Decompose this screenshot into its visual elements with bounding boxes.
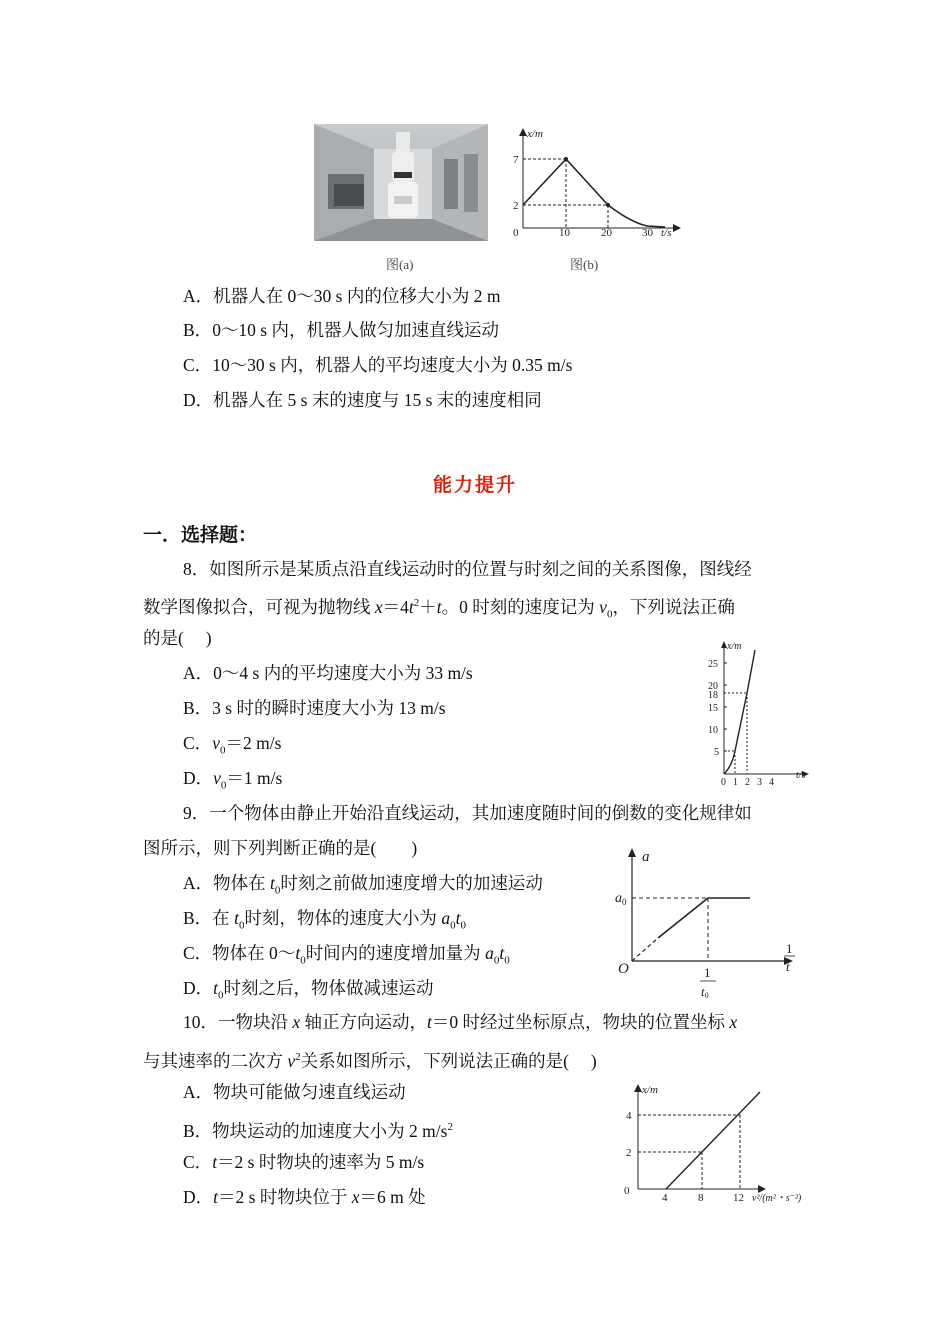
fig-b-x-tick-20: 20	[601, 227, 612, 239]
figure-b-caption: 图(b)	[570, 257, 599, 272]
q8-x-tick-0: 0	[721, 777, 726, 788]
q8-option-c: C．$v_0=2$ m/s	[183, 733, 282, 757]
q10-x-tick-12: 12	[733, 1192, 744, 1204]
q7-option-b: B．0～10 s 内，机器人做匀加速直线运动	[183, 320, 499, 340]
q9-option-b: B．在 $t_0$时刻，物体的速度大小为 $a_0t_0$	[183, 908, 466, 932]
q8-graph-y-label: x/m	[727, 641, 742, 652]
q10-option-d: D．t＝2 s 时物块位于 x＝6 m 处	[183, 1187, 426, 1207]
q9-graph-a0: $a_0$	[615, 891, 627, 907]
q8-x-tick-2: 2	[745, 777, 750, 788]
q10-option-b: B．物块运动的加速度大小为 2 $m/s^2$	[183, 1120, 453, 1141]
q7-option-a: A．机器人在 0～30 s 内的位移大小为 2 m	[183, 286, 501, 306]
q8-graph-x-label: t/s	[796, 770, 806, 781]
q8-y-tick-18: 18	[708, 690, 718, 701]
fig-b-x-label: t/s	[661, 227, 672, 239]
q9-stem-line2: 图所示，则下列判断正确的是( )	[143, 838, 418, 858]
fig-b-x-tick-10: 10	[559, 227, 570, 239]
section-title: 能力提升	[432, 474, 517, 496]
q7-option-d: D．机器人在 5 s 末的速度与 15 s 末的速度相同	[183, 390, 542, 410]
figure-a-caption: 图(a)	[386, 257, 414, 272]
q9-graph-origin: O	[618, 961, 629, 977]
q9-x-label-den: t	[786, 959, 790, 974]
q9-graph	[612, 845, 807, 1003]
q9-option-a: A．物体在 $t_0$时刻之前做加速度增大的加速运动	[183, 873, 543, 897]
robot-photo	[314, 124, 488, 241]
q8-option-b: B．3 s 时的瞬时速度大小为 13 m/s	[183, 698, 446, 718]
q10-option-a: A．物块可能做匀速直线运动	[183, 1082, 406, 1102]
fig-b-y-tick-2: 2	[513, 200, 519, 212]
q10-x-tick-8: 8	[698, 1192, 704, 1204]
q10-graph	[618, 1082, 818, 1206]
q9-tick-den: t0	[701, 984, 709, 1000]
q9-graph-y-label: a	[642, 849, 650, 865]
q7-option-c: C．10～30 s 内，机器人的平均速度大小为 0.35 m/s	[183, 355, 573, 375]
q10-x-tick-4: 4	[662, 1192, 668, 1204]
q8-graph	[700, 638, 820, 788]
q8-x-tick-1: 1	[733, 777, 738, 788]
figure-b-graph	[505, 124, 685, 246]
q8-stem-line2: 数学图像拟合，可视为抛物线 $x=4t^2+t$。0 时刻的速度记为 $v_0$，下列说法正确	[143, 596, 735, 621]
q9-option-c: C．物体在 $0\sim t_0$时间内的速度增加量为 $a_0t_0$	[183, 943, 510, 967]
q8-x-tick-3: 3	[757, 777, 762, 788]
q10-stem-line2: 与其速率的二次方 $v^2$关系如图所示，下列说法正确的是( )	[143, 1050, 597, 1071]
fig-b-y-label: x/m	[527, 128, 543, 140]
q10-y-tick-2: 2	[626, 1147, 632, 1159]
q8-x-tick-4: 4	[769, 777, 774, 788]
q10-y-tick-0: 0	[624, 1185, 630, 1197]
section-heading: 一．选择题：	[143, 524, 258, 546]
q8-y-tick-5: 5	[714, 747, 719, 758]
q8-stem-line3: 的是( )	[143, 628, 212, 648]
fig-b-x-tick-0: 0	[513, 227, 519, 239]
q10-graph-x-label: v²/(m²・s⁻²)	[752, 1193, 802, 1204]
q8-stem-line1: 8．如图所示是某质点沿直线运动时的位置与时刻之间的关系图像，图线经	[183, 559, 752, 579]
q8-option-d: D．$v_0=1$ m/s	[183, 768, 283, 792]
q9-option-d: D．$t_0$时刻之后，物体做减速运动	[183, 978, 434, 1002]
q8-y-tick-15: 15	[708, 703, 718, 714]
q8-y-tick-10: 10	[708, 725, 718, 736]
fig-b-x-tick-30: 30	[642, 227, 653, 239]
robot-photo-drawing	[314, 124, 488, 241]
q10-y-tick-4: 4	[626, 1110, 632, 1122]
q10-graph-y-label: x/m	[642, 1084, 658, 1096]
q10-stem-line1: 10．一物块沿 x 轴正方向运动，t＝0 时经过坐标原点，物块的位置坐标 x	[183, 1012, 738, 1032]
q10-option-c: C．t＝2 s 时物块的速率为 5 m/s	[183, 1152, 425, 1172]
q9-stem-line1: 9．一个物体由静止开始沿直线运动，其加速度随时间的倒数的变化规律如	[183, 803, 752, 823]
q8-y-tick-20: 20	[708, 681, 718, 692]
fig-b-y-tick-7: 7	[513, 154, 519, 166]
q8-option-a: A．0～4 s 内的平均速度大小为 33 m/s	[183, 663, 473, 683]
q8-y-tick-25: 25	[708, 659, 718, 670]
q9-x-label-num: 1	[786, 941, 793, 956]
q9-tick-num: 1	[704, 965, 711, 980]
